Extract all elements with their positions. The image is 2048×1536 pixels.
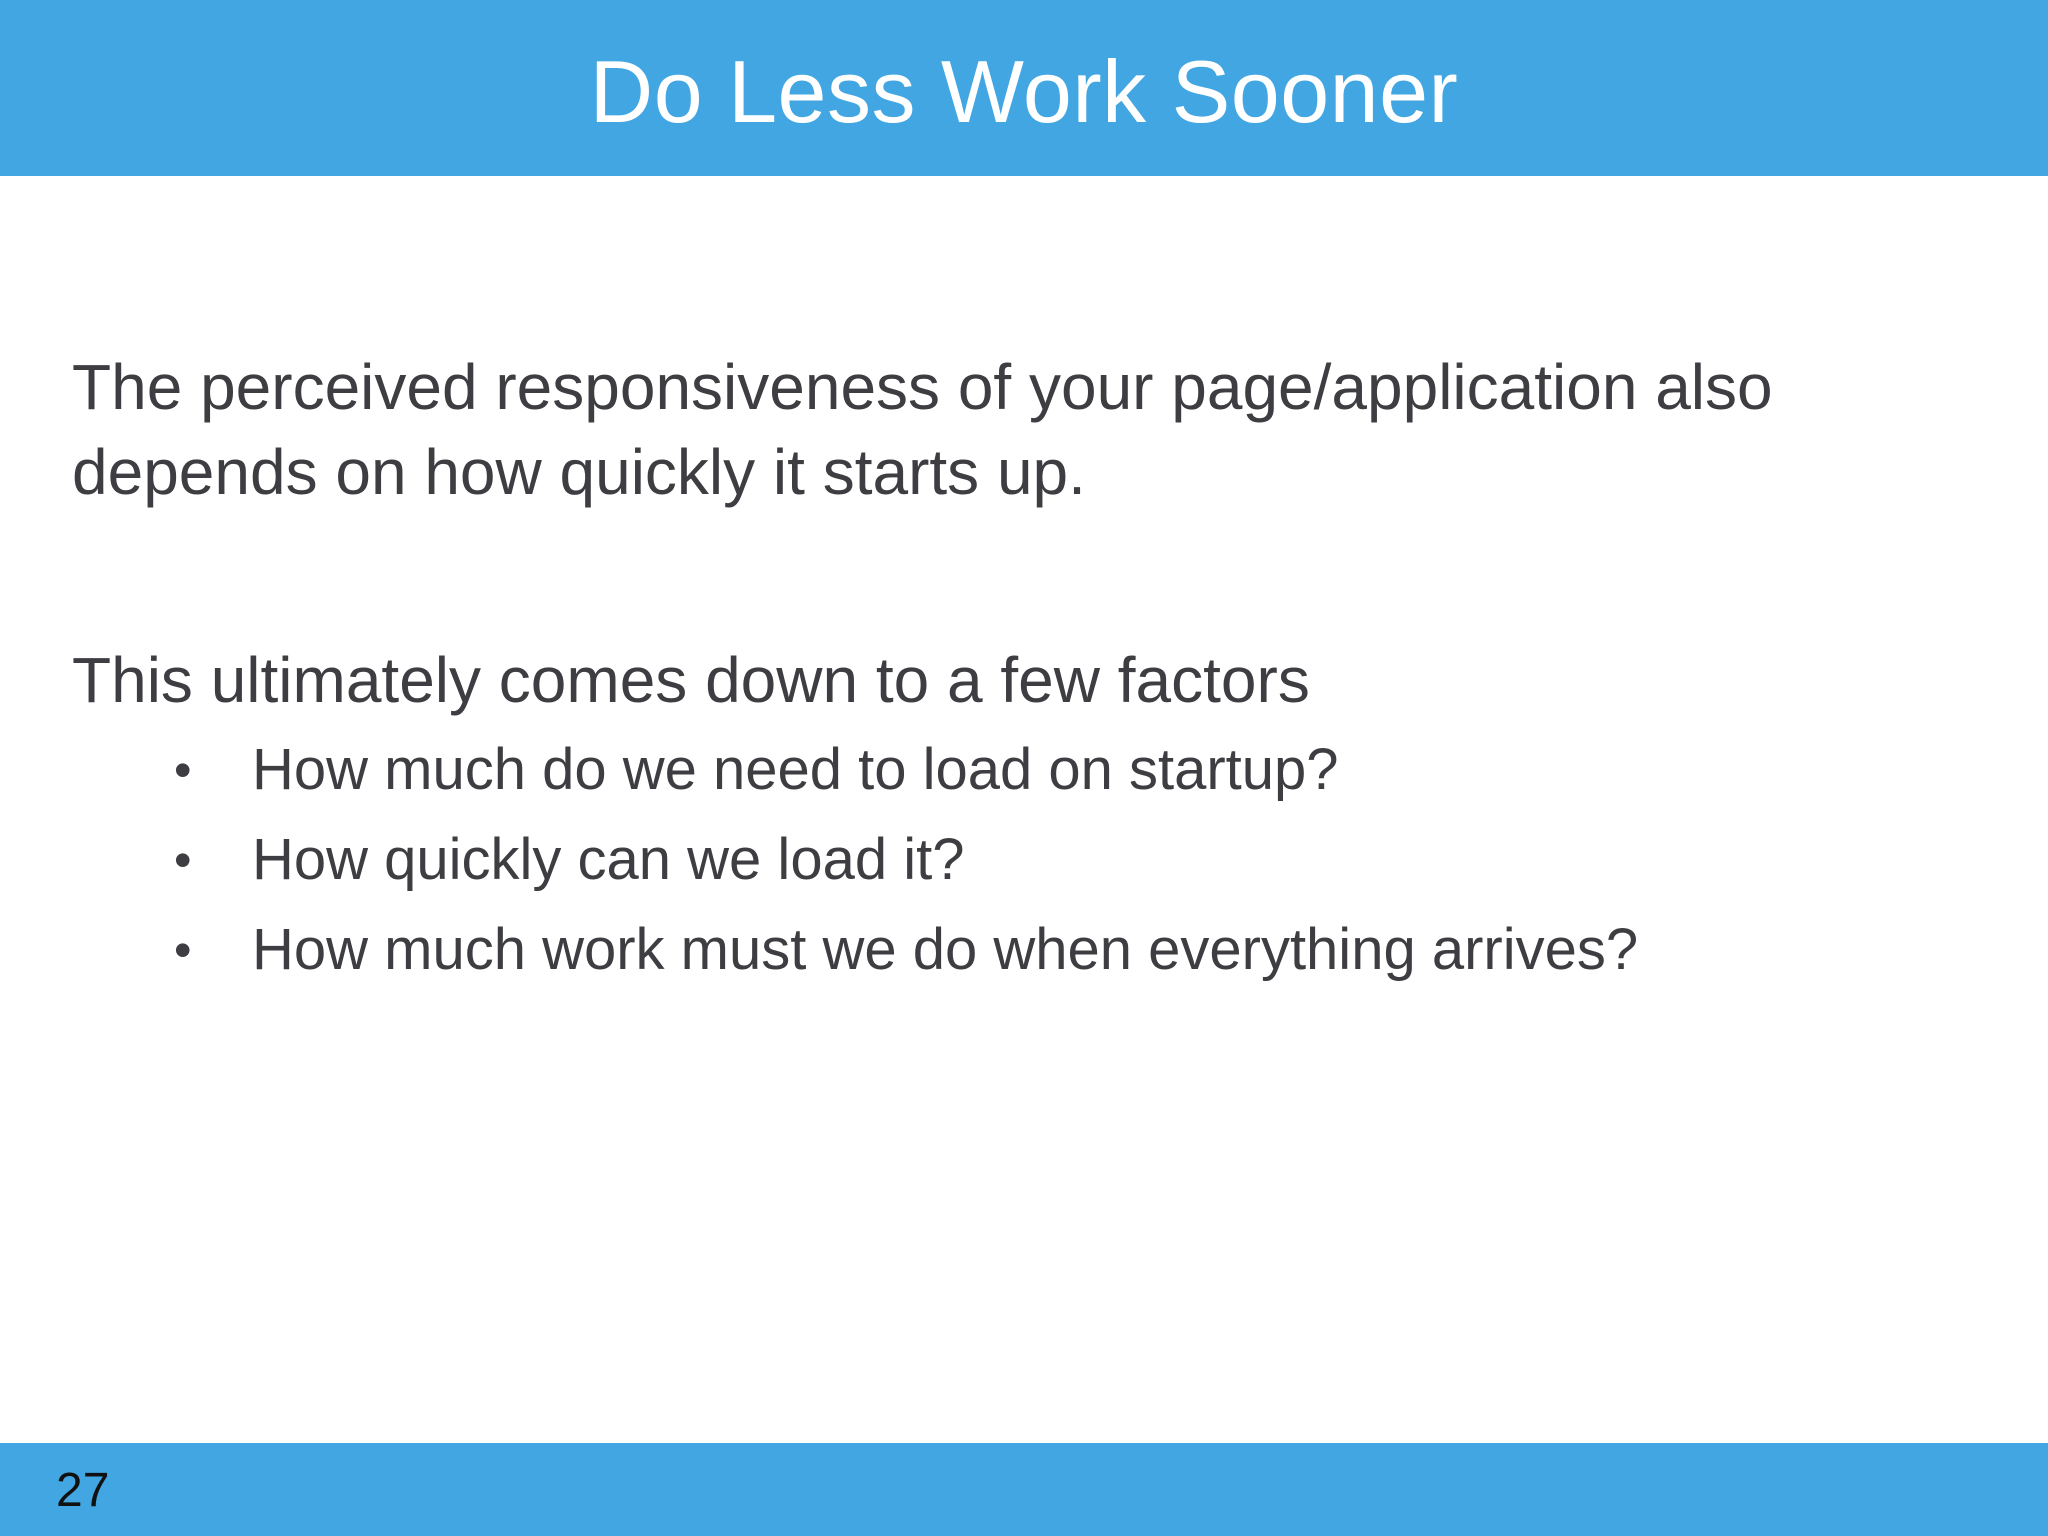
slide-body <box>72 345 2002 995</box>
bullet-icon: • <box>174 832 192 888</box>
bullet-icon: • <box>174 742 192 798</box>
slide-footer <box>0 1443 2048 1536</box>
intro-paragraph: The perceived responsiveness of your page/application also depends on how quickly it starts up. <box>72 351 1773 508</box>
list-item <box>72 725 2002 815</box>
slide-header <box>0 0 2048 176</box>
list-item <box>72 905 2002 995</box>
factors-paragraph: This ultimately comes down to a few factors <box>72 644 1310 716</box>
list-item <box>72 815 2002 905</box>
bullet-icon: • <box>174 922 192 978</box>
slide-title: Do Less Work Sooner <box>589 42 1459 141</box>
factors-list <box>72 725 2002 995</box>
list-item-text: How quickly can we load it? <box>252 827 965 892</box>
page-number: 27 <box>56 1464 110 1517</box>
list-item-text: How much do we need to load on startup? <box>252 737 1339 802</box>
list-item-text: How much work must we do when everything arrives? <box>252 917 1639 982</box>
